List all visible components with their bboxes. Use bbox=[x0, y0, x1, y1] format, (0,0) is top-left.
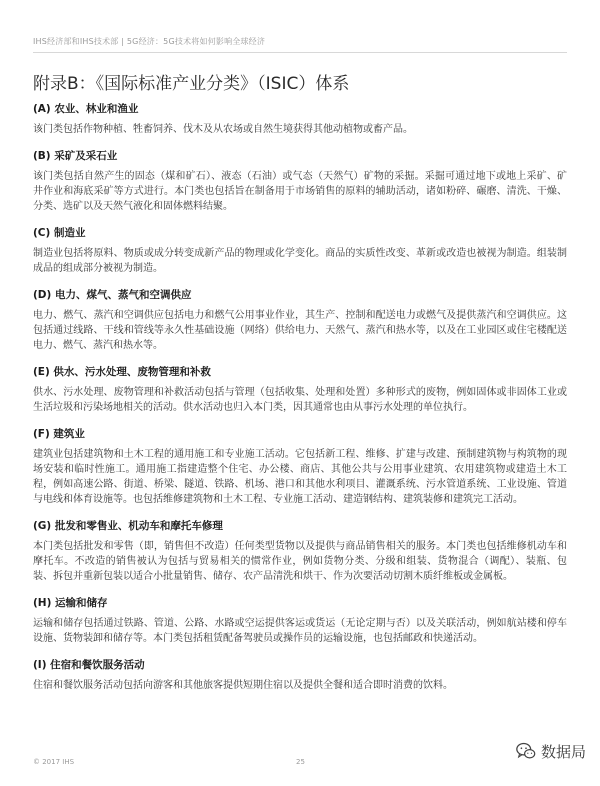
section-list bbox=[33, 102, 567, 705]
page-title: 附录B：《国际标准产业分类》（ISIC）体系 bbox=[33, 74, 350, 94]
section-heading: (D) 电力、煤气、蒸气和空调供应 bbox=[33, 289, 192, 301]
wechat-icon bbox=[515, 740, 537, 762]
section-a bbox=[33, 102, 567, 137]
section-heading: (C) 制造业 bbox=[33, 227, 86, 239]
section-body: 制造业包括将原料、物质或成分转变成新产品的物理或化学变化。商品的实质性改变、革新或改造也被视为制造。组装制成品的组成部分被视为制造。 bbox=[33, 248, 567, 274]
section-heading: (F) 建筑业 bbox=[33, 428, 85, 440]
section-heading: (G) 批发和零售业、机动车和摩托车修理 bbox=[33, 520, 223, 532]
section-heading: (B) 采矿及采石业 bbox=[33, 150, 118, 162]
section-body: 电力、燃气、蒸汽和空调供应包括电力和燃气公用事业作业，其生产、控制和配送电力或燃气及提供蒸汽和空调供应。这包括通过线路、干线和管线等永久性基础设施（网络）供给电力、天然气、蒸汽和热水等，以及在工业园区或住宅楼配送电力、燃气、蒸汽和热水等。 bbox=[33, 310, 567, 351]
section-heading: (E) 供水、污水处理、废物管理和补救 bbox=[33, 366, 211, 378]
section-body: 该门类包括自然产生的固态（煤和矿石）、液态（石油）或气态（天然气）矿物的采掘。采掘可通过地下或地上采矿、矿井作业和海底采矿等方式进行。本门类也包括旨在制备用于市场销售的原料的辅助活动，诸如粉碎、碾磨、清洗、干燥、分类、选矿以及天然气液化和固体燃料结聚。 bbox=[33, 171, 567, 212]
footer-copyright: © 2017 IHS bbox=[33, 758, 75, 766]
running-header: IHS经济部和IHS技术部 | 5G经济：5G技术将如何影响全球经济 bbox=[33, 37, 266, 46]
section-i bbox=[33, 658, 567, 693]
section-heading: (A) 农业、林业和渔业 bbox=[33, 103, 139, 115]
section-heading: (H) 运输和储存 bbox=[33, 597, 108, 609]
header-divider bbox=[33, 52, 567, 53]
section-b bbox=[33, 149, 567, 214]
section-c bbox=[33, 226, 567, 276]
section-h bbox=[33, 596, 567, 646]
section-d bbox=[33, 288, 567, 353]
section-g bbox=[33, 519, 567, 584]
section-body: 住宿和餐饮服务活动包括向游客和其他旅客提供短期住宿以及提供全餐和适合即时消费的饮料。 bbox=[33, 680, 453, 691]
section-body: 该门类包括作物种植、牲畜饲养、伐木及从农场或自然生境获得其他动植物或畜产品。 bbox=[33, 124, 413, 135]
section-body: 本门类包括批发和零售（即，销售但不改造）任何类型货物以及提供与商品销售相关的服务。本门类也包括维修机动车和摩托车。不改造的销售被认为包括与贸易相关的惯常作业，例如货物分类、分级和组装、货物混合（调配）、装瓶、包装、拆包并重新包装以适合小批量销售、储存、农产品清洗和烘干、作为次要活动切割木质纤维板或金属板。 bbox=[33, 541, 567, 582]
section-f bbox=[33, 427, 567, 507]
page-number: 25 bbox=[296, 758, 305, 766]
section-e bbox=[33, 365, 567, 415]
section-body: 建筑业包括建筑物和土木工程的通用施工和专业施工活动。它包括新工程、维修、扩建与改建、预制建筑物与构筑物的现场安装和临时性施工。通用施工指建造整个住宅、办公楼、商店、其他公共与公用事业建筑、农用建筑物或建造土木工程，例如高速公路、街道、桥梁、隧道、铁路、机场、港口和其他水利项目、灌溉系统、污水管道系统、工业设施、管道与电线和体育设施等。也包括维修建筑物和土木工程、专业施工活动、建造钢结构、建筑装修和建筑完工活动。 bbox=[33, 449, 567, 505]
section-body: 供水、污水处理、废物管理和补救活动包括与管理（包括收集、处理和处置）多种形式的废物，例如固体或非固体工业或生活垃圾和污染场地相关的活动。供水活动也归入本门类，因其通常也由从事污水处理的单位执行。 bbox=[33, 387, 567, 413]
watermark bbox=[515, 740, 586, 762]
watermark-text: 数据局 bbox=[540, 742, 586, 761]
section-body: 运输和储存包括通过铁路、管道、公路、水路或空运提供客运或货运（无论定期与否）以及关联活动，例如航站楼和停车设施、货物装卸和储存等。本门类包括租赁配备驾驶员或操作员的运输设施，也包括邮政和快递活动。 bbox=[33, 618, 567, 644]
section-heading: (I) 住宿和餐饮服务活动 bbox=[33, 659, 145, 671]
